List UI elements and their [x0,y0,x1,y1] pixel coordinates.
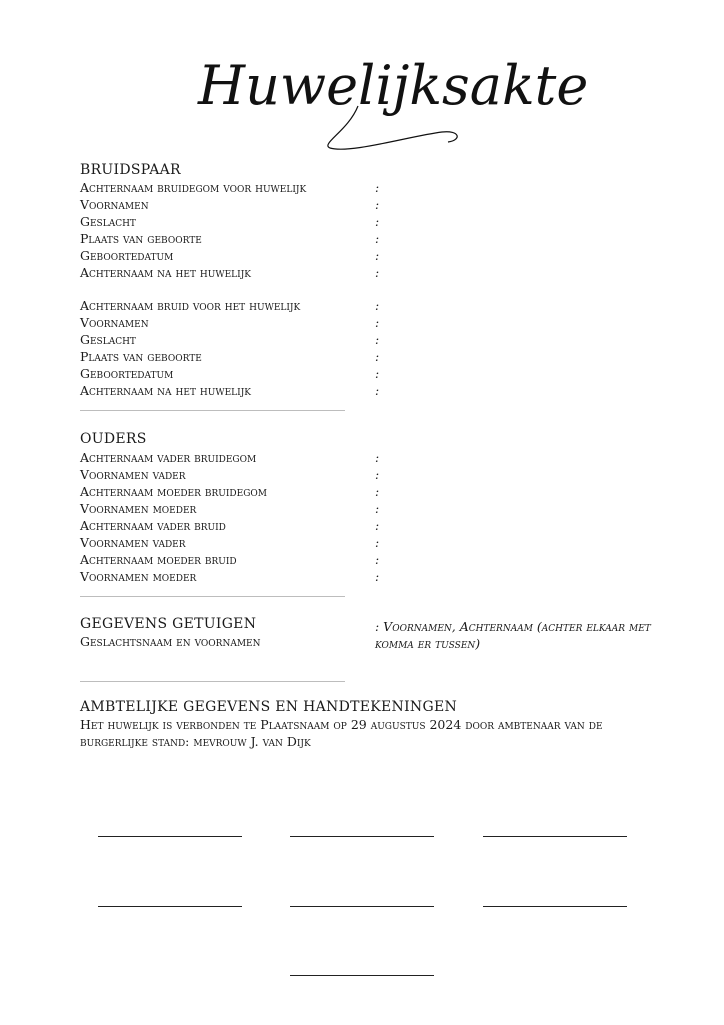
signature-line [483,836,627,837]
field-separator: : [375,248,380,263]
field-row [80,551,680,568]
signature-line [98,906,242,907]
field-label: Voornamen [80,315,149,330]
section-divider [80,596,345,597]
field-row [80,500,680,517]
field-label: Voornamen moeder [80,501,197,516]
field-row [80,213,680,230]
field-separator: : [375,383,380,398]
signature-line [290,975,434,976]
official-statement: Het huwelijk is verbonden te Plaatsnaam op 29 augustus 2024 door ambtenaar van de burgerlijke stand: mevrouw J. van Dijk [80,717,603,749]
field-row [80,365,680,382]
field-separator: : [375,569,380,584]
field-separator: : [375,214,380,229]
field-label: Geboortedatum [80,366,174,381]
section-divider [80,681,345,682]
title-text: Huwelijksakte [198,54,589,117]
field-separator: : [375,298,380,313]
signature-line [290,836,434,837]
field-label: Achternaam na het huwelijk [80,265,252,280]
field-row [80,331,680,348]
field-row [80,179,680,196]
field-row [80,483,680,500]
field-separator: : [375,332,380,347]
field-row [80,466,680,483]
field-label: Voornamen vader [80,535,186,550]
signature-line [98,836,242,837]
field-label: Achternaam vader bruid [80,518,226,533]
field-separator: : [375,450,380,465]
field-separator: : [375,552,380,567]
section-heading-witnesses: GEGEVENS GETUIGEN [80,616,257,632]
field-label: Achternaam na het huwelijk [80,383,252,398]
signature-line [290,906,434,907]
page-title [180,36,589,156]
field-label: Achternaam moeder bruidegom [80,484,267,499]
field-separator: : [375,535,380,550]
field-label: Plaats van geboorte [80,349,202,364]
section-divider [80,410,345,411]
field-separator: : [375,484,380,499]
field-separator: : [375,518,380,533]
field-label: Voornamen vader [80,467,186,482]
field-row [80,517,680,534]
field-row [80,382,680,399]
witness-label: Geslachtsnaam en voornamen [80,634,261,649]
field-separator: : [375,265,380,280]
field-label: Geslacht [80,332,136,347]
field-separator: : [375,197,380,212]
field-separator: : [375,231,380,246]
field-row [80,264,680,281]
section-heading-parents: OUDERS [80,431,147,447]
field-separator: : [375,315,380,330]
field-label: Plaats van geboorte [80,231,202,246]
field-label: Achternaam bruidegom voor huwelijk [80,180,307,195]
field-label: Achternaam moeder bruid [80,552,237,567]
field-separator: : [375,349,380,364]
field-label: Voornamen [80,197,149,212]
field-row [80,297,680,314]
field-row [80,314,680,331]
section-heading-couple: BRUIDSPAAR [80,162,181,178]
signature-line [483,906,627,907]
field-label: Voornamen moeder [80,569,197,584]
field-separator: : [375,467,380,482]
field-row [80,196,680,213]
section-heading-official: AMBTELIJKE GEGEVENS EN HANDTEKENINGEN [80,699,458,715]
field-row [80,348,680,365]
field-row [80,449,680,466]
field-label: Geboortedatum [80,248,174,263]
field-row [80,230,680,247]
field-separator: : [375,180,380,195]
witness-value: : Voornamen, Achternaam (achter elkaar met komma er tussen) [375,619,651,651]
field-row [80,568,680,585]
field-label: Achternaam vader bruidegom [80,450,257,465]
title-calligraphy [180,36,589,156]
field-label: Geslacht [80,214,136,229]
field-separator: : [375,501,380,516]
field-row [80,534,680,551]
field-label: Achternaam bruid voor het huwelijk [80,298,301,313]
field-row [80,247,680,264]
field-separator: : [375,366,380,381]
